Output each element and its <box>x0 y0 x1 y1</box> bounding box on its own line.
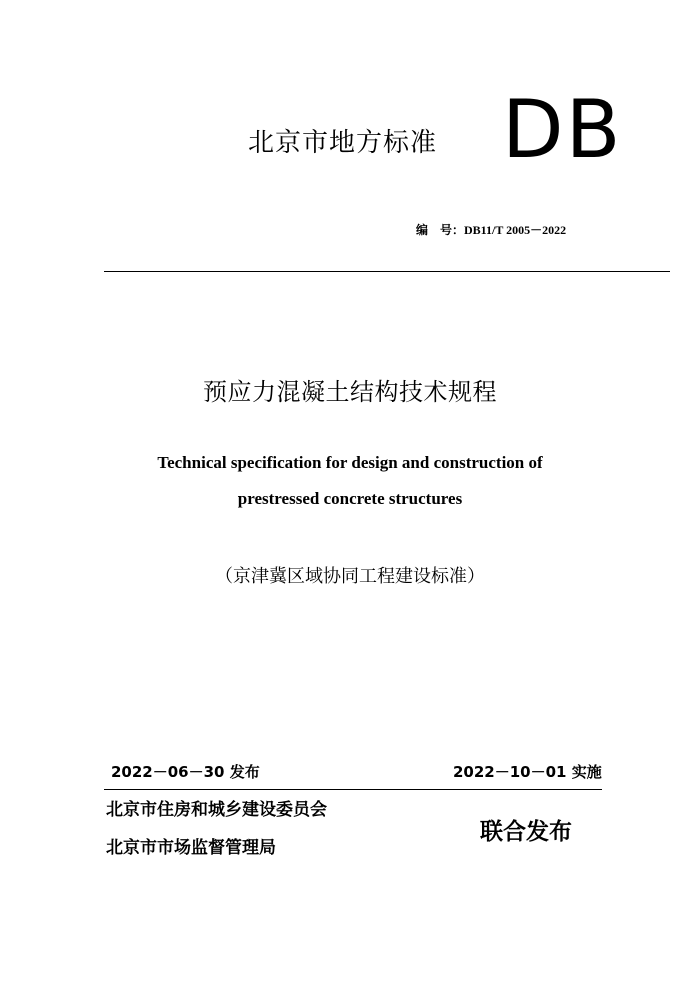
header-divider <box>104 271 670 272</box>
issue-date: 2022－06－30 发布 <box>111 763 260 781</box>
implementation-date: 2022－10－01 实施 <box>453 763 602 781</box>
document-title-chinese: 预应力混凝土结构技术规程 <box>203 378 497 406</box>
footer-divider <box>104 789 602 790</box>
document-title-english-line2: prestressed concrete structures <box>237 489 463 508</box>
issuer-housing-commission: 北京市住房和城乡建设委员会 <box>106 800 327 820</box>
document-title-english-line1: Technical specification for design and construction of <box>157 453 543 472</box>
document-subtitle: （京津冀区域协同工程建设标准） <box>215 566 485 587</box>
standard-number: 编 号：DB11/T 2005－2022 <box>416 223 567 237</box>
standard-type-heading: 北京市地方标准 <box>248 128 438 158</box>
db-logo-mark: DB <box>502 83 623 176</box>
joint-release-label: 联合发布 <box>480 819 572 845</box>
issuer-market-supervision-bureau: 北京市市场监督管理局 <box>106 838 276 858</box>
